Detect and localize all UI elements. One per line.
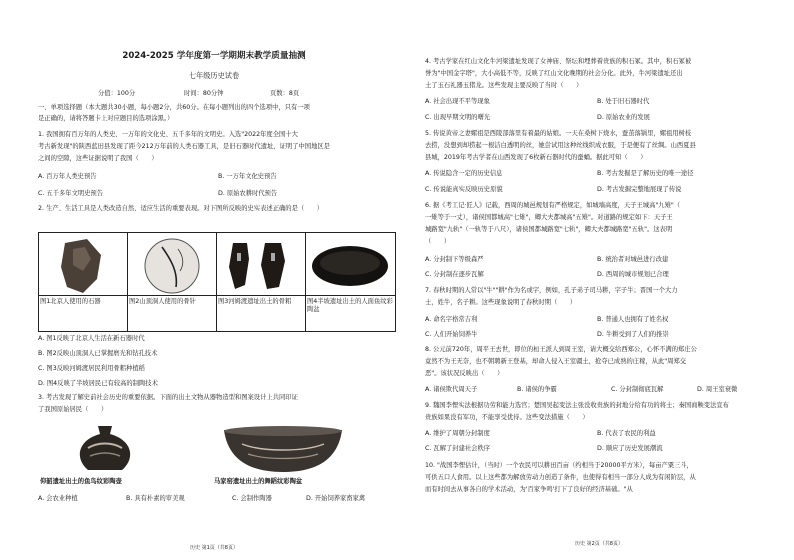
- q7-stem: 7. 春秋时期的人常以"牛""耕"作为名或字，例如，孔子弟子司马耕，字子牛；晋国一个大力: [425, 287, 678, 294]
- q4-option-d[interactable]: D. 原始农业的发展: [597, 114, 650, 121]
- q2-option-c[interactable]: C. 图3反映河姆渡居民利用骨耜种植稻: [38, 365, 145, 372]
- painted-pot-icon: [60, 424, 150, 476]
- bone-spade-icon: [221, 237, 301, 295]
- q5-option-c[interactable]: C. 传说能真实反映历史原貌: [425, 186, 503, 193]
- q8-stem: 竟然不为王无奈，也不朝聘新王登基，却命人侵入王室疆土，抢夺已成熟的庄稼，从此"周郑交: [425, 358, 687, 365]
- figure-2-caption: 图2山顶洞人使用的骨针: [128, 295, 216, 308]
- q9-option-c[interactable]: C. 瓦解了封建社会秩序: [425, 445, 491, 452]
- q2-option-d[interactable]: D. 图4反映了半坡居民已有较高的制陶技术: [38, 380, 158, 387]
- q3-stem: 3. 考古发现了解史前社会历史的重要依据。下面的出土文物从器物造型和图案设计上共同印证: [38, 394, 298, 401]
- q3-option-d[interactable]: D. 开始饲养家畜家禽: [306, 495, 366, 502]
- bone-needle-icon: [132, 237, 212, 295]
- figure-cell: [39, 233, 128, 331]
- fish-bird-pot-image: [60, 424, 150, 476]
- q5-stem: 5. 传说黄帝之妻嫘祖是西陵部落里有着最的姑娘。一天在桑树下烧水，蚕茧落锅里，嫘祖用树枝: [425, 130, 692, 137]
- exam-page-2: [425, 0, 773, 560]
- figure-cell: [128, 233, 217, 331]
- q9-stem: 9. 魏国李悝实法根据功劳和能力选官；楚国吴起变法主张没收贵族的封地分给有功的将士；秦国商鞅变法宣布: [425, 402, 729, 409]
- q5-option-d[interactable]: D. 考古发掘完整地展现了传说: [597, 186, 682, 193]
- instructions-line: 是正确的，请将答题卡上对应题目的选项涂黑。）: [38, 115, 174, 122]
- q5-stem: 县城，2019年考古学者在山西发现了6枚新石器时代的蚕蛹。据此可知（ ）: [425, 154, 647, 161]
- exam-page-1: [34, 0, 394, 560]
- q10-stem: 可供五口人食用。以上这些都为解放劳动力创造了条件，也使得有相当一部分人成为有闲阶层，从: [425, 474, 696, 481]
- q1-stem: 考古新发现"的陕西蓝田县发现了距今212万年前的人类石器工具，是旧石器时代遗址，证明了中国地区是: [38, 143, 330, 150]
- q5-option-b[interactable]: B. 考古发掘是了解历史的唯一途径: [597, 170, 694, 177]
- figure-cell: [217, 233, 306, 331]
- q1-stem: 1. 我国拥有百万年的人类史、一万年的文化史、五千多年的文明史。入选"2022年度全国十大: [38, 131, 298, 138]
- q8-option-c[interactable]: C. 分封制彻底瓦解: [611, 386, 664, 393]
- q2-option-a[interactable]: A. 图1反映了北京人生活在新石器时代: [38, 335, 145, 342]
- q9-option-a[interactable]: A. 维护了周朝分封制度: [425, 430, 490, 437]
- q3-option-a[interactable]: A. 会农业种植: [38, 495, 78, 502]
- exam-subtitle: 七年级历史试卷: [188, 71, 240, 80]
- q3-option-b[interactable]: B. 具有朴素的审美观: [126, 495, 185, 502]
- q6-stem: 一雉等于一丈），诸侯国都城高"七雉"，卿大夫都城高"五雉"。对道路的规定如下：天子王: [425, 214, 673, 221]
- dance-basin-icon: [220, 424, 346, 476]
- q2-figure-table: [38, 232, 396, 332]
- q1-stem: 之间的空隙，这些证据说明了我国（ ）: [38, 155, 158, 162]
- q4-stem: 土了玉石礼器玉猪龙。这些发现主要反映了当时（ ）: [425, 82, 583, 89]
- figure-3-caption: 图3河姆渡遗址出土的骨耜: [217, 295, 305, 308]
- q4-stem: 誉为"中国金字塔"，大小高低不等，反映了红山文化晚期的社会分化。此外，牛河梁遗址还出: [425, 70, 683, 77]
- dance-basin-image: [220, 424, 346, 476]
- q6-option-a[interactable]: A. 分封制下等级森严: [425, 256, 484, 263]
- q7-option-b[interactable]: B. 普通人也拥有了姓名权: [597, 316, 669, 323]
- q3-stem: 了我国原始居民（ ）: [38, 406, 108, 413]
- q1-option-d[interactable]: D. 原始农耕时代预告: [218, 190, 278, 197]
- figure-1-caption: 图1北京人使用的石器: [39, 295, 127, 308]
- q6-stem: （ ）: [425, 238, 451, 245]
- q8-option-b[interactable]: B. 诸侯的争霸: [517, 386, 557, 393]
- page-footer: 历史 第1页（共8页）: [190, 545, 238, 551]
- q4-stem: 4. 考古学家在红山文化牛河梁遗址发现了女神庙、祭坛和埋葬着贵族的积石冢。其中，积石冢被: [425, 58, 692, 65]
- q2-option-b[interactable]: B. 图2反映山顶洞人已掌握磨光和钻孔技术: [38, 350, 158, 357]
- q8-option-a[interactable]: A. 诸侯欺代周天子: [425, 386, 478, 393]
- q9-option-b[interactable]: B. 代表了农民的利益: [597, 430, 656, 437]
- q5-stem: 去捞，没想到却捞起一根洁白透明的丝，她尝试用这种丝线织成衣服，于是便有了丝绸。山西夏县: [425, 142, 696, 149]
- q6-option-b[interactable]: B. 统治者对城邑进行改建: [597, 256, 669, 263]
- figure-cell: [306, 233, 395, 331]
- q7-option-a[interactable]: A. 命名字格常吉利: [425, 316, 478, 323]
- q2-stem: 2. 生产、生活工具是人类改造自然、适应生活的重要表现。对下图所反映的史实表述正确的是（ ）: [38, 205, 324, 212]
- q1-option-c[interactable]: C. 五千多年文明史预告: [38, 190, 104, 197]
- q8-stem: 恶"。该状况反映出（ ）: [425, 370, 504, 377]
- q6-stem: 6. 据《考工记·匠人》记载，西周的城邑规划有严格规定，如城墙高度，天子王城高"九雉"（: [425, 202, 681, 209]
- pages-info: 页数：8页: [270, 90, 300, 97]
- stone-tool-icon: [43, 237, 123, 295]
- q4-option-c[interactable]: C. 出现早期文明的曙光: [425, 114, 491, 121]
- page-footer: 历史 第2页（共8页）: [575, 541, 623, 547]
- score-info: 分值：100分: [98, 90, 136, 97]
- q6-option-d[interactable]: D. 西周的城市规划已合理: [597, 271, 669, 278]
- pottery-basin-icon: [310, 237, 390, 295]
- q6-option-c[interactable]: C. 分封制在逐步瓦解: [425, 271, 484, 278]
- instructions-line: 一、单项选择题（本大题共30小题，每小题2分，共60分。在每小题列出的四个选项中，只有一项: [38, 104, 310, 111]
- q7-stem: 士，姓牛，名子耕。这些现象说明了春秋时期（ ）: [425, 299, 577, 306]
- q8-stem: 8. 公元前720年，周平王去世，即位的桓王派人到周王室，请大概交给西郑公，心怀不满的郑庄公: [425, 346, 697, 353]
- q9-stem: 贵族如果没有军功，不能享受优待。这些变法措施（ ）: [425, 414, 589, 421]
- exam-title: 2024-2025 学年度第一学期期末教学质量抽测: [122, 51, 306, 61]
- q8-option-d[interactable]: D. 周王室衰微: [697, 386, 738, 393]
- q10-stem: 10. "战国李悝估计，（当时）一个农民可以耕田百亩（约相当于20000平方米），每亩产粟三斗，: [425, 462, 693, 469]
- q4-option-a[interactable]: A. 社会出现不平等现象: [425, 98, 490, 105]
- q3-image-1-caption: 仰韶遗址出土的鱼鸟纹彩陶壶: [40, 478, 122, 485]
- time-info: 时间：80分钟: [184, 90, 224, 97]
- q7-option-c[interactable]: C. 人们开始饲养牛: [425, 331, 478, 338]
- q4-option-b[interactable]: B. 处于旧石器时代: [597, 98, 650, 105]
- q10-stem: 而有时间去从事各自的学术活动，为'百家争鸣'打下了良好的经济基础。"从: [425, 486, 633, 493]
- q7-option-d[interactable]: D. 牛耕受到了人们的推崇: [597, 331, 669, 338]
- figure-4-caption: 图4半坡遗址出土的人面鱼纹彩陶盆: [306, 295, 395, 316]
- q1-option-b[interactable]: B. 一万年文化史预告: [218, 173, 277, 180]
- q3-option-c[interactable]: C. 会制作陶器: [232, 495, 272, 502]
- q6-stem: 城路宽"九轨"（一轨等于八尺），诸侯国都城路宽"七轨"，卿大夫都城路宽"五轨"。这表明: [425, 226, 673, 233]
- q9-option-d[interactable]: D. 顺应了历史发展潮流: [597, 445, 663, 452]
- q3-image-2-caption: 马家窑遗址出土的舞蹈纹彩陶盆: [214, 478, 303, 485]
- q5-option-a[interactable]: A. 传说隐含一定的历史信息: [425, 170, 503, 177]
- q1-option-a[interactable]: A. 百万年人类史预告: [38, 173, 97, 180]
